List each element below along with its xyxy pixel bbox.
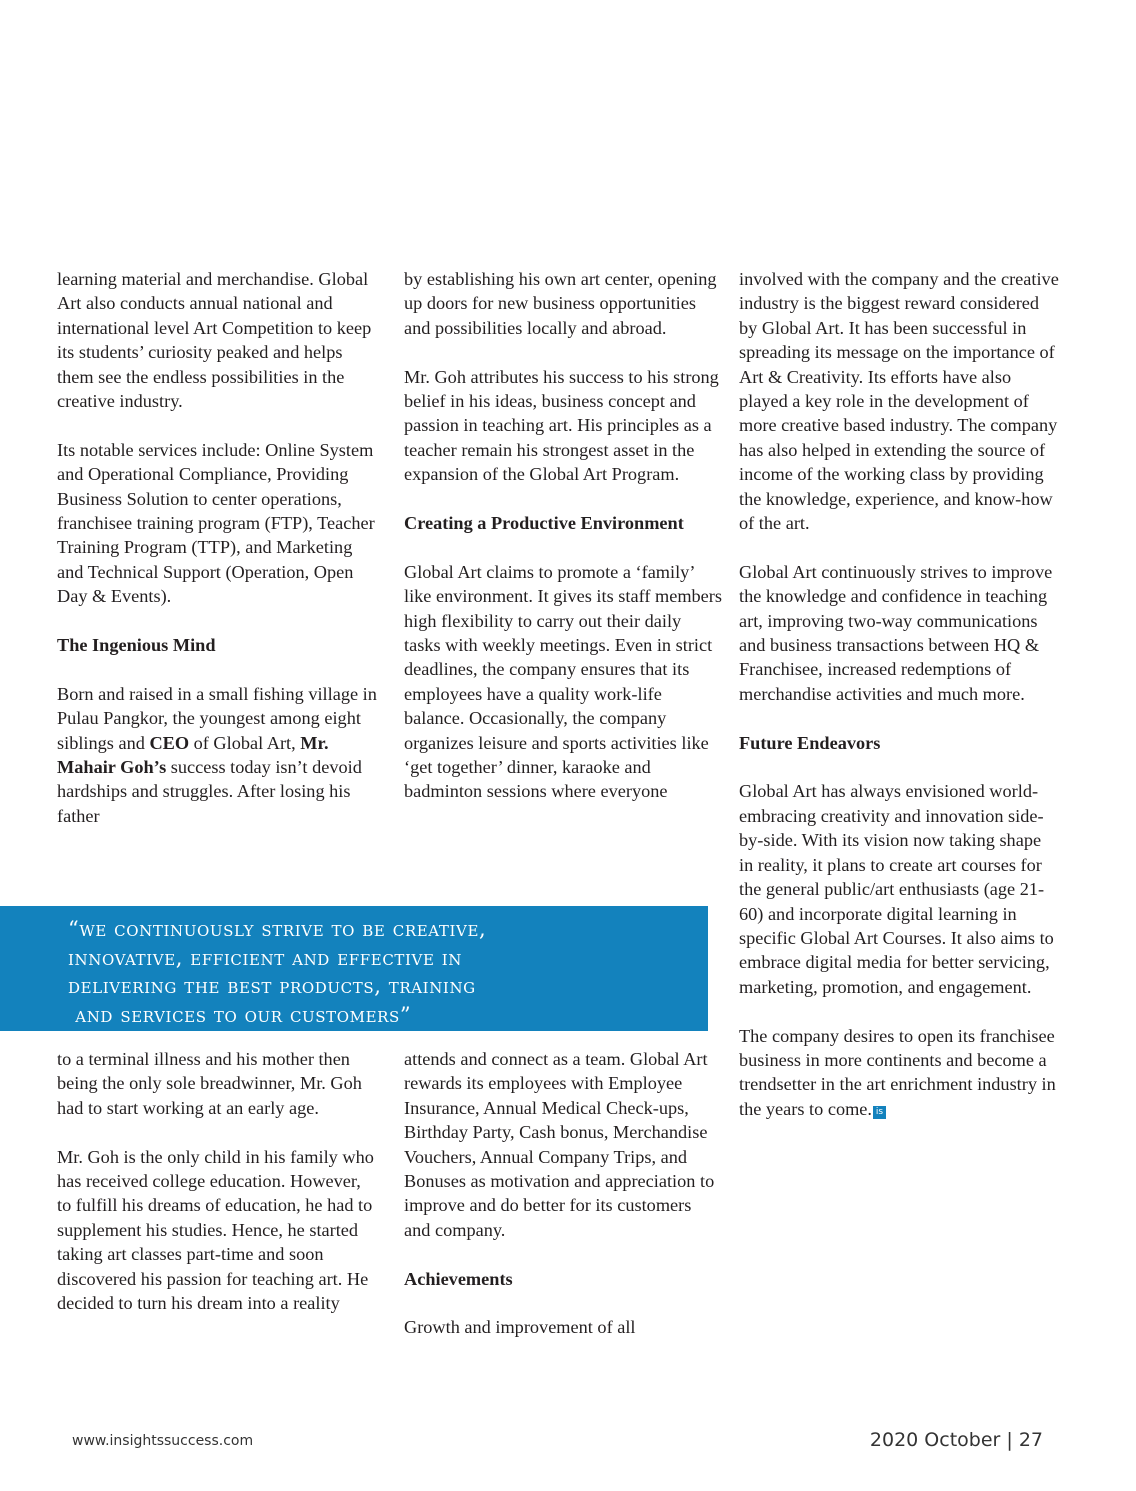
column-1-top xyxy=(57,267,377,828)
paragraph: Global Art claims to promote a ‘family’ like environment. It gives its staff members high flexibility to carry out their daily tasks with weekly meetings. Even in strict deadlines, the company ensures that its employees have a quality work-life balance. Occasionally, the company organizes leisure and sports activities like ‘get together’ dinner, karaoke and badminton sessions where everyone xyxy=(404,561,722,802)
section-heading: Future Endeavors xyxy=(739,732,881,753)
paragraph: Its notable services include: Online System and Operational Compliance, Providing Business Solution to center operations, franchisee training program (FTP), Teacher Training Program (TTP), and Marketing and Technical Support (Operation, Open Day & Events). xyxy=(57,439,375,607)
section-heading: Achievements xyxy=(404,1268,513,1289)
end-mark-icon: is xyxy=(873,1106,886,1119)
pull-quote: “we continuously strive to be creative, innovative, efficient and effective in delivering the best products, training and services to our customers” xyxy=(68,917,487,1027)
paragraph: learning material and merchandise. Global Art also conducts annual national and international level Art Competition to keep its students’ curiosity peaked and helps them see the endless possibilities in the creative industry. xyxy=(57,269,372,412)
paragraph: by establishing his own art center, opening up doors for new business opportunities and possibilities locally and abroad. xyxy=(404,269,717,338)
paragraph: Global Art continuously strives to improve the knowledge and confidence in teaching art, improving two-way communications and business transactions between HQ & Franchisee, increased redemptions of merchandise activities and much more. xyxy=(739,561,1053,704)
paragraph: Mr. Goh attributes his success to his strong belief in his ideas, business concept and passion in teaching art. His principles as a teacher remain his strongest asset in the expansion of the Global Art Program. xyxy=(404,366,719,485)
paragraph: to a terminal illness and his mother then being the only sole breadwinner, Mr. Goh had to start working at an early age. xyxy=(57,1049,362,1118)
column-3 xyxy=(739,267,1059,1121)
footer-page-number: 2020 October | 27 xyxy=(869,1429,1043,1451)
ceo-name: Mr. Mahair Goh’s xyxy=(57,732,329,778)
paragraph: Mr. Goh is the only child in his family who has received college education. However, to fulfill his dreams of education, he had to supplement his studies. Hence, he started taking art classes part-time and soon discovered his passion for teaching art. He decided to turn his dream into a reality xyxy=(57,1146,374,1314)
paragraph: The company desires to open its franchisee business in more continents and become a trendsetter in the art enrichment industry in the years to come. is xyxy=(739,1025,1056,1119)
paragraph: Global Art has always envisioned world-embracing creativity and innovation side-by-side. With its vision now taking shape in reality, it plans to create art courses for the general public/art enthusiasts (age 21-60) and incorporate digital learning in specific Global Art Courses. It also aims to embrace digital media for better servicing, marketing, promotion, and engagement. xyxy=(739,781,1054,997)
column-2-top xyxy=(404,267,722,804)
column-2-bottom xyxy=(404,1047,722,1340)
paragraph: involved with the company and the creative industry is the biggest reward considered by Global Art. It has been successful in spreading its message on the importance of Art & Creativity. Its efforts have also played a key role in the development of more creative based industry. The company has also helped in extending the source of income of the working class by providing the knowledge, experience, and know-how of the art. xyxy=(739,269,1059,534)
section-heading: The Ingenious Mind xyxy=(57,635,216,656)
ceo-title: CEO xyxy=(149,732,190,753)
paragraph: Growth and improvement of all xyxy=(404,1317,636,1338)
paragraph: attends and connect as a team. Global Art rewards its employees with Employee Insurance, Annual Medical Check-ups, Birthday Party, Cash bonus, Merchandise Vouchers, Annual Company Trips, and Bonuses as motivation and appreciation to improve and do better for its customers and company. xyxy=(404,1049,715,1240)
section-heading: Creating a Productive Environment xyxy=(404,513,684,534)
paragraph: Born and raised in a small fishing village in Pulau Pangkor, the youngest among eight siblings and CEO of Global Art, Mr. Mahair Goh’s success today isn’t devoid hardships and struggles. After losing his father xyxy=(57,683,377,826)
footer-website-link[interactable]: www.insightssuccess.com xyxy=(72,1433,254,1449)
column-1-bottom xyxy=(57,1047,377,1315)
